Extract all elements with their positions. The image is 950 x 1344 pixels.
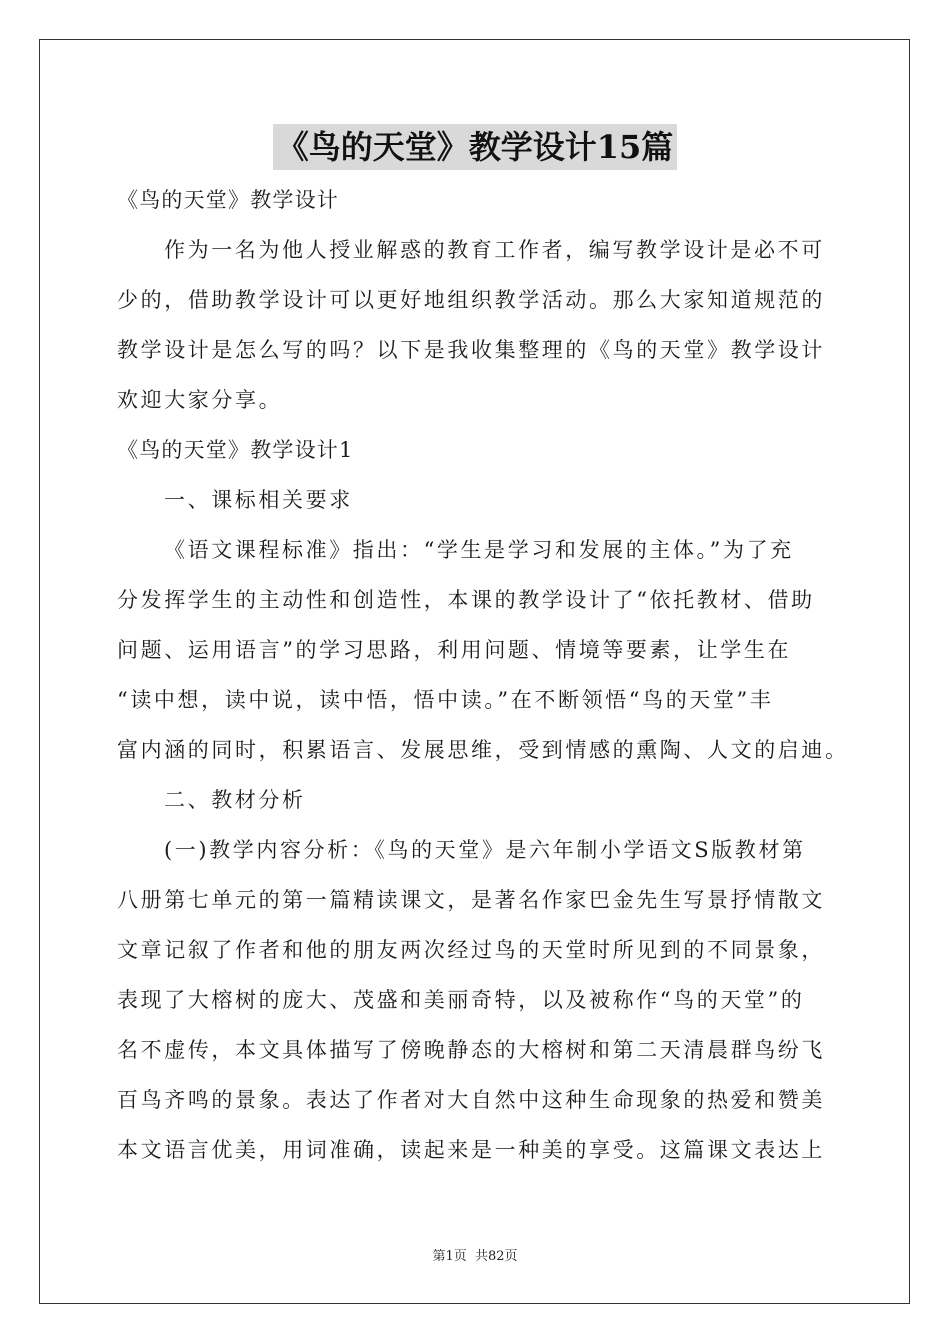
- body-text-line: 富内涵的同时，积累语言、发展思维，受到情感的熏陶、人文的启迪。: [117, 738, 849, 762]
- title-container: [0, 124, 950, 170]
- body-text-line: 欢迎大家分享。: [117, 388, 283, 412]
- body-text-line: 教学设计是怎么写的吗？以下是我收集整理的《鸟的天堂》教学设计: [117, 338, 825, 362]
- body-text-line: 二、教材分析: [164, 788, 306, 812]
- body-text-line: 作为一名为他人授业解惑的教育工作者，编写教学设计是必不可: [164, 238, 825, 262]
- body-text-line: 分发挥学生的主动性和创造性，本课的教学设计了“依托教材、借助: [117, 588, 815, 612]
- page-number: 第1页: [432, 1249, 467, 1264]
- body-text-line: 表现了大榕树的庞大、茂盛和美丽奇特，以及被称作“鸟的天堂”的: [117, 988, 805, 1012]
- page-total: 共82页: [474, 1249, 518, 1264]
- body-text-line: 名不虚传，本文具体描写了傍晚静态的大榕树和第二天清晨群鸟纷飞: [117, 1038, 825, 1062]
- body-text-line: 本文语言优美，用词准确，读起来是一种美的享受。这篇课文表达上: [117, 1138, 825, 1162]
- body-text-line: 少的，借助教学设计可以更好地组织教学活动。那么大家知道规范的: [117, 288, 825, 312]
- section-heading: 《鸟的天堂》教学设计1: [117, 438, 354, 462]
- section-heading: 《鸟的天堂》教学设计: [117, 188, 339, 212]
- document-title: 《鸟的天堂》教学设计15篇: [273, 124, 678, 170]
- body-text-line: 问题、运用语言”的学习思路，利用问题、情境等要素，让学生在: [117, 638, 792, 662]
- document-body: [117, 175, 849, 1175]
- body-text-line: (一)教学内容分析：《鸟的天堂》是六年制小学语文S版教材第: [164, 838, 806, 862]
- body-text-line: 八册第七单元的第一篇精读课文，是著名作家巴金先生写景抒情散文: [117, 888, 825, 912]
- body-text-line: 一、课标相关要求: [164, 488, 353, 512]
- page-footer: [0, 1245, 950, 1264]
- body-text-line: 百鸟齐鸣的景象。表达了作者对大自然中这种生命现象的热爱和赞美: [117, 1088, 825, 1112]
- body-text-line: “读中想，读中说，读中悟，悟中读。”在不断领悟“鸟的天堂”丰: [117, 688, 774, 712]
- body-text-line: 《语文课程标准》指出：“学生是学习和发展的主体。”为了充: [164, 538, 794, 562]
- body-text-line: 文章记叙了作者和他的朋友两次经过鸟的天堂时所见到的不同景象，: [117, 938, 825, 962]
